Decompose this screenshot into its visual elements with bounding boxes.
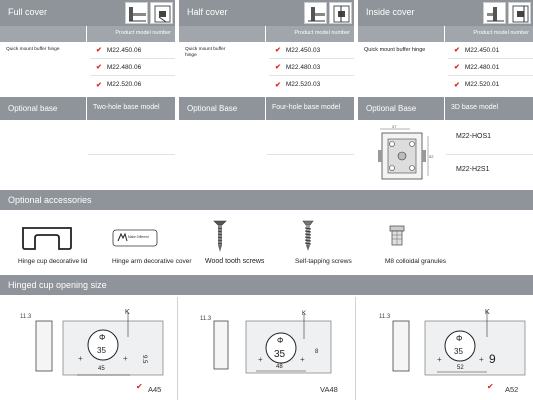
accessories-header xyxy=(0,190,533,210)
offset-label: 11.3 xyxy=(200,316,212,322)
svg-text:+: + xyxy=(258,355,263,364)
hinge-cup-icon xyxy=(329,2,352,24)
base-width-label: 37 xyxy=(392,124,397,129)
3d-base-drawing xyxy=(362,124,442,186)
checkmark-icon: ✔ xyxy=(454,47,460,54)
accessory-item xyxy=(205,211,275,268)
base-header xyxy=(179,97,354,120)
accessory-label: Hinge arm decorative cover xyxy=(112,258,192,265)
svg-text:+: + xyxy=(78,354,83,363)
base-header xyxy=(0,97,175,120)
accessory-label: Wood tooth screws xyxy=(205,258,265,265)
base-title: Optional base xyxy=(8,104,58,113)
self-tapping-screw-icon xyxy=(301,219,315,253)
inside-cover-panel xyxy=(358,0,533,95)
base-model-number: M22-HOS1 xyxy=(456,133,492,140)
panel-header xyxy=(0,0,175,26)
diameter-label: 35 xyxy=(97,346,106,355)
phi-label: Φ xyxy=(99,333,106,342)
checkmark-icon: ✔ xyxy=(96,47,102,54)
checkmark-icon: ✔ xyxy=(275,64,281,71)
width-label: 45 xyxy=(98,366,105,372)
half-cover-panel xyxy=(179,0,354,95)
model-number: M22.480.01 xyxy=(464,63,500,71)
model-row xyxy=(269,59,354,76)
hinge-diagram-icon xyxy=(483,2,506,24)
accessory-label: M8 colloidal granules xyxy=(385,258,447,265)
svg-text:+: + xyxy=(123,354,128,363)
offset-label: 11.3 xyxy=(379,314,391,320)
offset-label: 11.3 xyxy=(20,314,32,320)
base-model-label: Four-hole base model xyxy=(272,104,341,111)
svg-text:+: + xyxy=(300,355,305,364)
base-title: Optional Base xyxy=(187,104,238,113)
phi-label: Φ xyxy=(456,334,463,343)
four-hole-base-panel xyxy=(179,97,354,187)
accessories-row xyxy=(0,211,533,268)
panel-subheader xyxy=(358,26,533,42)
model-row xyxy=(269,42,354,59)
two-hole-base-panel xyxy=(0,97,175,187)
checkmark-icon: ✔ xyxy=(454,81,460,89)
cup-lid-icon xyxy=(20,225,74,251)
cup-diagram-a45 xyxy=(0,297,176,400)
model-row xyxy=(448,42,533,59)
panel-title: Full cover xyxy=(8,7,48,17)
checkmark-icon: ✔ xyxy=(96,64,102,71)
base-height-label: 52 xyxy=(429,154,434,159)
depth-label: 8 xyxy=(315,349,319,355)
model-row xyxy=(448,76,533,93)
model-number: M22.450.06 xyxy=(106,46,142,54)
accessory-item xyxy=(112,211,202,268)
base-header xyxy=(358,97,533,120)
checkmark-icon: ✔ xyxy=(96,81,102,89)
hinge-diagram-icon xyxy=(304,2,327,24)
depth-label: 9.5 xyxy=(141,355,147,364)
model-row xyxy=(90,76,175,93)
accessory-item xyxy=(18,211,98,268)
panel-header xyxy=(179,0,354,26)
colloidal-granule-icon xyxy=(389,225,405,247)
width-label: 48 xyxy=(276,364,283,370)
model-number: M22.450.01 xyxy=(464,46,500,54)
model-row xyxy=(269,76,354,93)
cup-diagram-a52 xyxy=(357,297,533,400)
model-row xyxy=(448,59,533,76)
subhead-label: Product model number xyxy=(294,30,350,36)
k-label: K xyxy=(302,311,307,317)
model-number: M22.520.01 xyxy=(464,81,500,88)
hinge-cup-icon xyxy=(508,2,531,24)
arm-cover-badge: Make Different xyxy=(128,235,149,239)
product-name: Quick mount buffer hinge xyxy=(6,47,60,52)
base-title: Optional Base xyxy=(366,104,417,113)
accessory-label: Hinge cup decorative lid xyxy=(18,258,88,265)
svg-text:+: + xyxy=(479,355,484,364)
accessory-label: Self-tapping screws xyxy=(295,258,352,265)
cup-size-title: Hinged cup opening size xyxy=(8,280,107,290)
svg-text:✔: ✔ xyxy=(136,382,143,391)
accessory-item xyxy=(385,211,465,268)
model-row xyxy=(90,42,175,59)
panel-title: Half cover xyxy=(187,7,228,17)
base-model-number: M22-H2S1 xyxy=(456,166,490,173)
width-label: 52 xyxy=(457,365,464,371)
accessory-item xyxy=(293,211,368,268)
panel-header xyxy=(358,0,533,26)
k-label: K xyxy=(125,309,130,316)
model-number: M22.520.06 xyxy=(106,81,142,88)
hinge-diagram-icon xyxy=(125,2,148,24)
cup-model-code: VA48 xyxy=(320,385,338,394)
wood-screw-icon xyxy=(213,219,227,253)
depth-label: 9 xyxy=(489,352,496,366)
model-number: M22.480.03 xyxy=(285,63,321,71)
full-cover-panel xyxy=(0,0,175,95)
panel-title: Inside cover xyxy=(366,7,415,17)
product-name: Quick mount buffer hinge xyxy=(364,47,426,53)
checkmark-icon: ✔ xyxy=(275,81,281,89)
phi-label: Φ xyxy=(277,336,284,345)
model-row xyxy=(90,59,175,76)
cup-model-code: A52 xyxy=(505,385,519,394)
model-number: M22.520.03 xyxy=(285,81,321,88)
hinge-cup-icon xyxy=(150,2,173,24)
cup-size-header xyxy=(0,275,533,295)
subhead-label: Product model number xyxy=(115,30,171,36)
checkmark-icon: ✔ xyxy=(454,64,460,71)
svg-text:+: + xyxy=(437,355,442,364)
base-model-label: 3D base model xyxy=(451,104,499,111)
product-name: Quick mount buffer hinge xyxy=(185,47,226,59)
base-model-label: Two-hole base model xyxy=(93,104,160,111)
cup-diagram-va48 xyxy=(178,297,354,400)
checkmark-icon: ✔ xyxy=(275,47,281,54)
model-number: M22.450.03 xyxy=(285,46,321,54)
divider xyxy=(355,297,356,400)
subhead-label: Product model number xyxy=(473,30,529,36)
svg-text:✔: ✔ xyxy=(487,382,494,391)
panel-subheader xyxy=(179,26,354,42)
cup-model-code: A45 xyxy=(148,385,162,394)
accessories-title: Optional accessories xyxy=(8,195,92,205)
panel-subheader xyxy=(0,26,175,42)
diameter-label: 35 xyxy=(454,347,463,356)
model-number: M22.480.06 xyxy=(106,63,142,71)
3d-base-panel xyxy=(358,97,533,187)
diameter-label: 35 xyxy=(274,349,286,360)
k-label: K xyxy=(485,309,490,316)
